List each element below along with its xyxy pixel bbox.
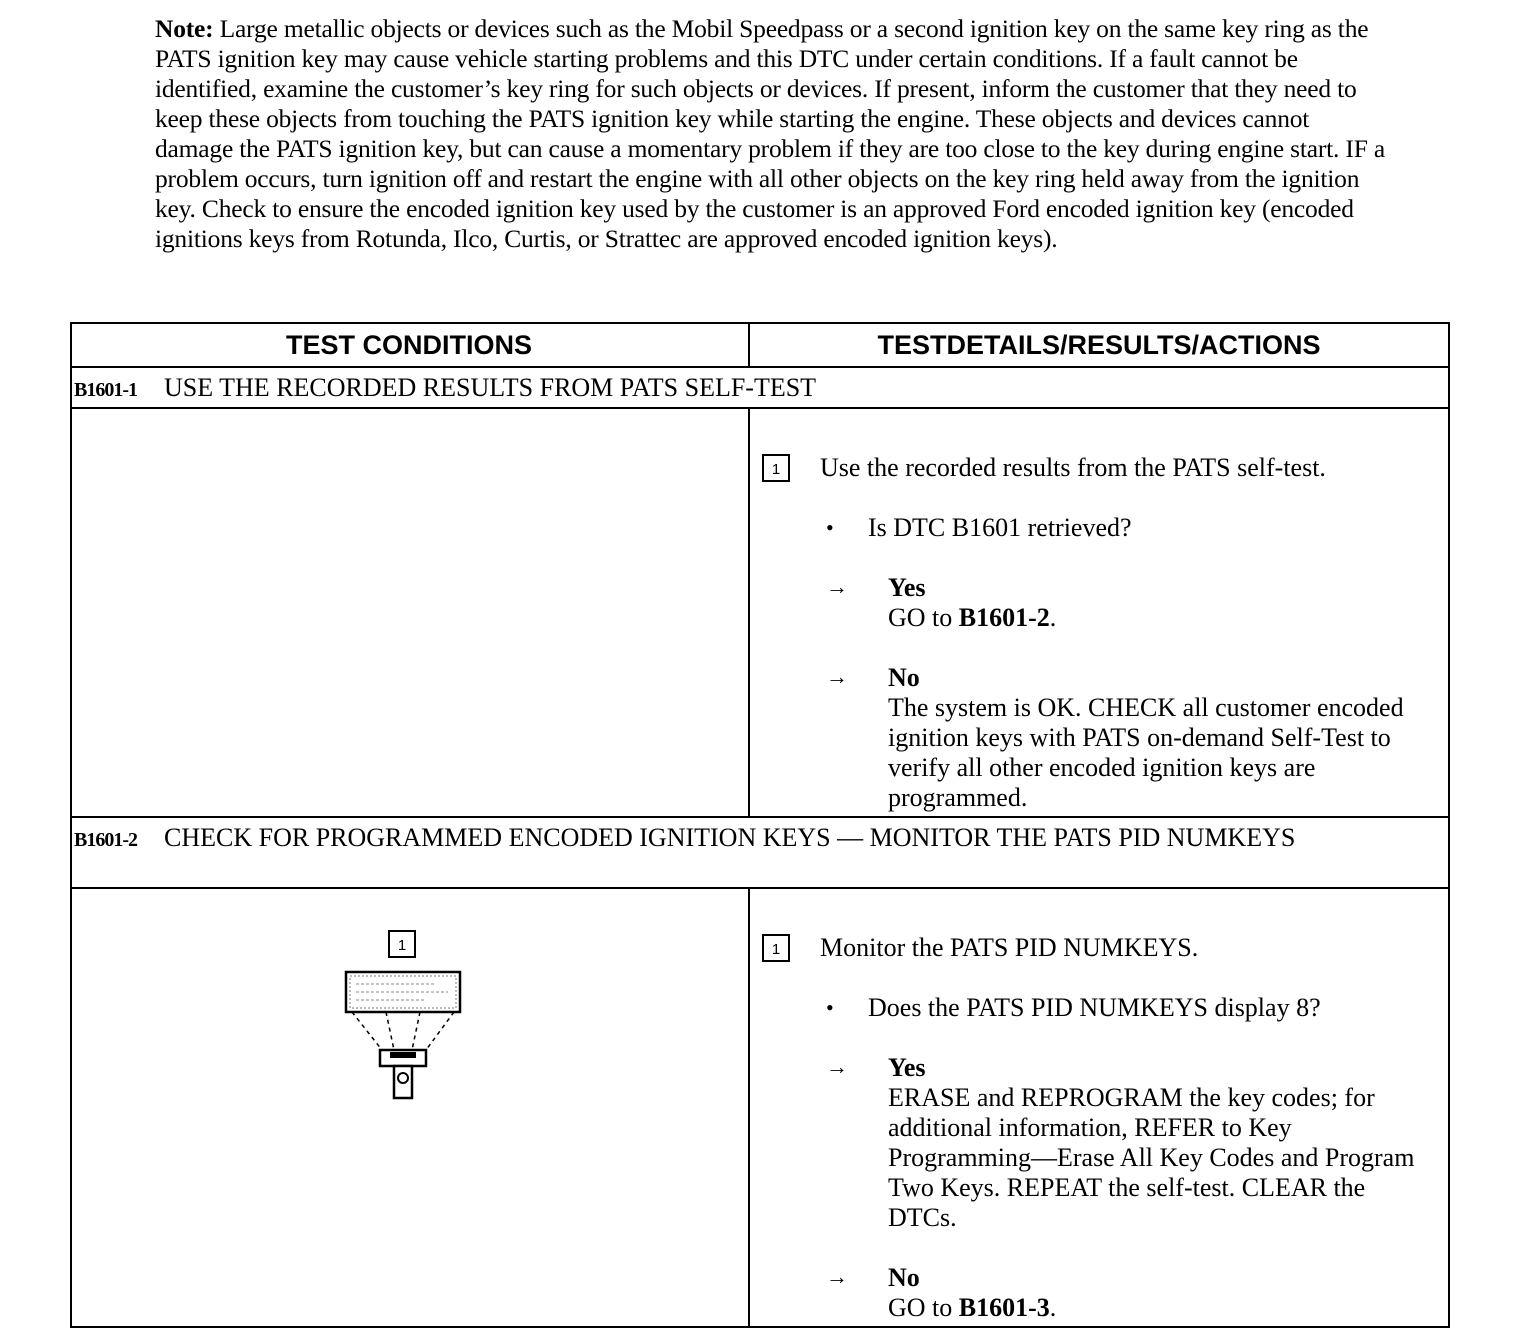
header-test-details: TESTDETAILS/RESULTS/ACTIONS bbox=[877, 330, 1321, 360]
yes-action-suffix: . bbox=[1049, 603, 1057, 632]
step-text: Use the recorded results from the PATS self-test. bbox=[820, 453, 1326, 482]
diagnostic-table bbox=[70, 322, 1450, 1328]
yes-action-target: B1601-2 bbox=[958, 603, 1050, 632]
no-action: The system is OK. CHECK all customer encoded ignition keys with PATS on-demand Self-Test to verify all other encoded ignition keys are programmed. bbox=[888, 693, 1404, 812]
arrow-right-icon: → bbox=[826, 1054, 848, 1079]
result-no bbox=[888, 1263, 1428, 1323]
column-divider-section1 bbox=[748, 408, 750, 817]
yes-action-prefix: GO to bbox=[888, 603, 959, 632]
section-code: B1601-1 bbox=[74, 379, 137, 401]
section2-top-divider bbox=[70, 816, 1450, 818]
section-title-text: USE THE RECORDED RESULTS FROM PATS SELF-TEST bbox=[164, 373, 817, 402]
header-test-conditions: TEST CONDITIONS bbox=[285, 330, 532, 360]
no-action-suffix: . bbox=[1049, 1293, 1057, 1322]
table-border-right bbox=[1448, 322, 1450, 1328]
yes-label: Yes bbox=[888, 1053, 926, 1082]
table-border-top bbox=[70, 322, 1450, 324]
no-label: No bbox=[888, 663, 920, 692]
section2-title-divider bbox=[70, 887, 1450, 889]
arrow-right-icon: → bbox=[826, 664, 848, 689]
note-paragraph bbox=[155, 14, 1385, 254]
arrow-right-icon: → bbox=[826, 1264, 848, 1289]
note-text: Large metallic objects or devices such as the Mobil Speedpass or a second ignition key on the same key ring as the PATS ignition key may cause vehicle starting problems and this DTC under certain conditions. If a fault cannot be identified, examine the customer’s key ring for such objects or devices. If present, inform the customer that they need to keep these objects from touching the PATS ignition key while starting the engine. These objects and devices cannot damage the PATS ignition key, but can cause a momentary problem if they are too close to the key during engine start. IF a problem occurs, turn ignition off and restart the engine with all other objects on the key ring held away from the ignition key. Check to ensure the encoded ignition key used by the customer is an approved Ford encoded ignition key (encoded ignitions keys from Rotunda, Ilco, Curtis, or Strattec are approved encoded ignition keys). bbox=[155, 14, 1385, 253]
header-divider bbox=[70, 366, 1450, 368]
yes-label: Yes bbox=[888, 573, 926, 602]
question-text: Is DTC B1601 retrieved? bbox=[868, 513, 1132, 542]
note-label: Note: bbox=[155, 14, 214, 43]
column-divider-section2 bbox=[748, 888, 750, 1328]
result-yes bbox=[888, 1053, 1422, 1233]
no-action-prefix: GO to bbox=[888, 1293, 959, 1322]
table-border-bottom bbox=[70, 1326, 1450, 1328]
section-title-text: CHECK FOR PROGRAMMED ENCODED IGNITION KEYS — MONITOR THE PATS PID NUMKEYS bbox=[164, 823, 1296, 852]
section-title-b1601-2 bbox=[74, 823, 1296, 855]
arrow-right-icon: → bbox=[826, 574, 848, 599]
result-yes bbox=[888, 573, 1428, 633]
no-label: No bbox=[888, 1263, 920, 1292]
section-title-b1601-1 bbox=[74, 373, 817, 405]
step-text: Monitor the PATS PID NUMKEYS. bbox=[820, 933, 1199, 962]
no-action-target: B1601-3 bbox=[958, 1293, 1050, 1322]
bullet-icon: • bbox=[826, 995, 834, 1020]
yes-action: ERASE and REPROGRAM the key codes; for additional information, REFER to Key Programming—Erase All Key Codes and Program Two Keys. REPEAT the self-test. CLEAR the DTCs. bbox=[888, 1083, 1415, 1232]
result-no bbox=[888, 663, 1436, 813]
section1-title-divider bbox=[70, 407, 1450, 409]
scan-tool-icon bbox=[340, 968, 466, 1102]
condition-step-number-box: 1 bbox=[388, 930, 416, 958]
step-number-box: 1 bbox=[762, 454, 790, 482]
section-code: B1601-2 bbox=[74, 829, 137, 851]
step-number-box: 1 bbox=[762, 934, 790, 962]
bullet-icon: • bbox=[826, 515, 834, 540]
question-text: Does the PATS PID NUMKEYS display 8? bbox=[868, 993, 1321, 1022]
table-border-left bbox=[70, 322, 72, 1328]
